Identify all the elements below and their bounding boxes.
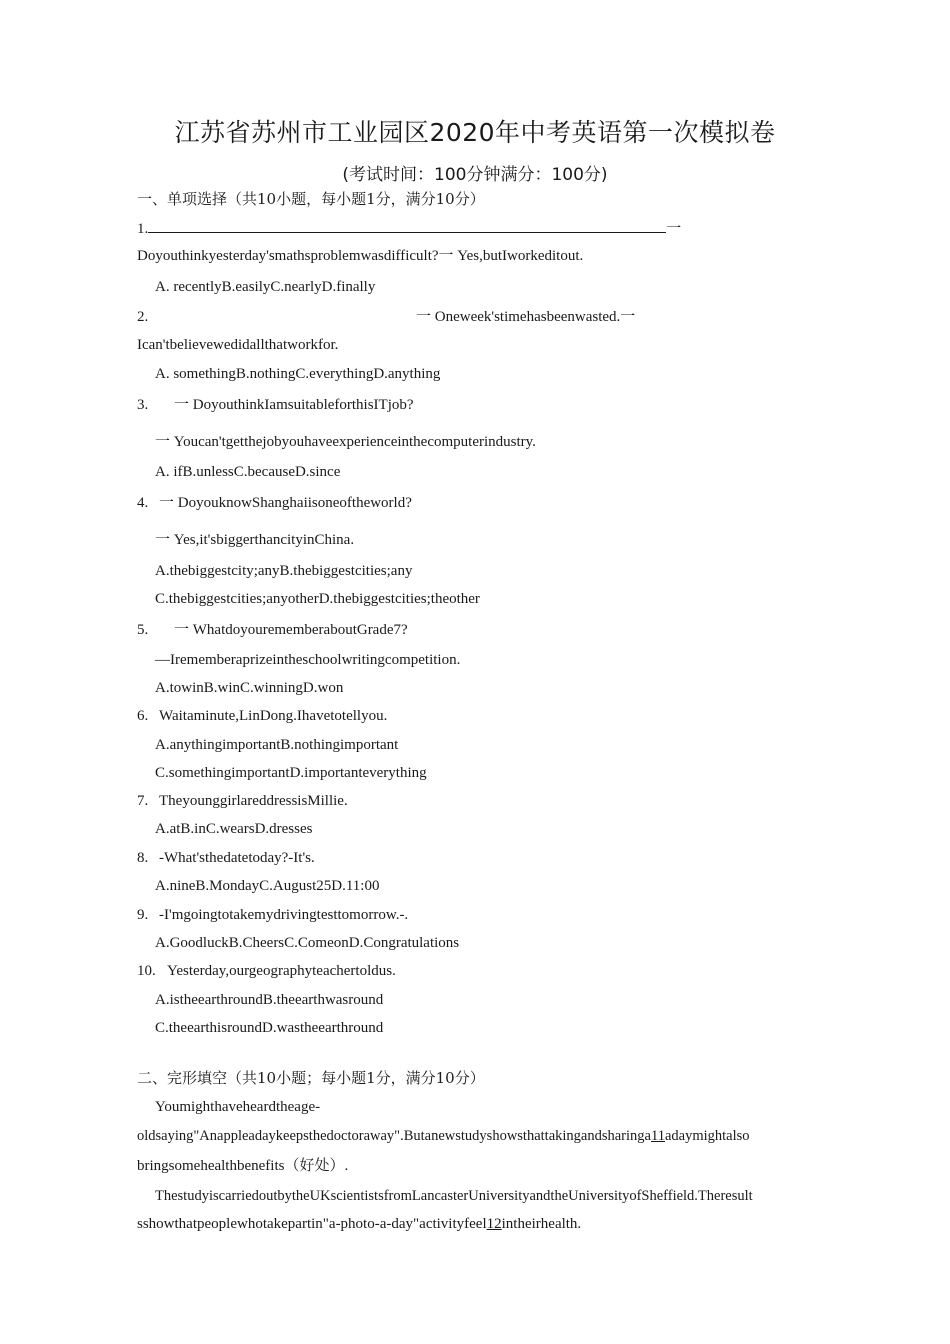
q2-dialogue-b: Ican'tbelievewedidallthatworkfor. [137, 337, 339, 353]
passage-p2-line1: ThestudyiscarriedoutbytheUKscientistsfromLancasterUniversityandtheUniversityofSheffield.Theresult [155, 1188, 753, 1204]
q6-options-a: A.anythingimportantB.nothingimportant [155, 737, 399, 753]
q7-number: 7. [137, 793, 149, 809]
q7-options: A.atB.inC.wearsD.dresses [155, 821, 313, 837]
section1-heading: 一、单项选择（共10小题，每小题1分，满分10分） [137, 190, 485, 208]
q6-number: 6. [137, 708, 149, 724]
q6-stem: Waitaminute,LinDong.Ihavetotellyou. [159, 708, 388, 724]
q2-number: 2. [137, 309, 149, 325]
doc-subtitle: (考试时间：100分钟满分：100分) [342, 165, 608, 185]
q1-line [137, 218, 681, 239]
q3-dialogue-b: 一 Youcan'tgetthejobyouhaveexperienceinthecomputerindustry. [155, 434, 536, 450]
q1-options: A. recentlyB.easilyC.nearlyD.finally [155, 279, 376, 295]
q1-number: 1. [137, 221, 149, 237]
passage-p1-line2-text: oldsaying"Anappleadaykeepsthedoctoraway".Butanewstudyshowsthattakingandsharinga [137, 1128, 651, 1144]
q9-number: 9. [137, 907, 149, 923]
q5-dialogue-a: 一 WhatdoyourememberaboutGrade7? [174, 622, 408, 638]
q8-stem: -What'sthedatetoday?-It's. [159, 850, 315, 866]
passage-p1-line1: Youmighthaveheardtheage- [155, 1099, 321, 1115]
q7-stem: TheyounggirlareddressisMillie. [159, 793, 348, 809]
q2-options: A. somethingB.nothingC.everythingD.anything [155, 366, 441, 382]
blank-11: 11 [650, 1128, 665, 1144]
blank-12: 12 [486, 1216, 502, 1232]
passage-p1-line2 [137, 1126, 750, 1146]
q2-dialogue-a: 一 Oneweek'stimehasbeenwasted.一 [416, 309, 636, 325]
q4-options-a: A.thebiggestcity;anyB.thebiggestcities;any [155, 563, 413, 579]
q1-dash: 一 [666, 221, 682, 237]
passage-p1-line3: bringsomehealthbenefits（好处）. [137, 1158, 349, 1174]
q6-options-b: C.somethingimportantD.importanteverything [155, 765, 427, 781]
passage-p1-line2-tail: adaymightalso [664, 1128, 750, 1144]
passage-p2-line2-text: sshowthatpeoplewhotakepartin"a-photo-a-day"activityfeel [137, 1216, 487, 1232]
q4-options-b: C.thebiggestcities;anyotherD.thebiggestcities;theother [155, 591, 480, 607]
q8-options: A.nineB.MondayC.August25D.11:00 [155, 878, 380, 894]
passage-p2-line2 [137, 1214, 581, 1234]
q10-stem: Yesterday,ourgeographyteachertoldus. [167, 963, 396, 979]
q4-dialogue-b: 一 Yes,it'sbiggerthancityinChina. [155, 532, 355, 548]
q1-dialogue: Doyouthinkyesterday'smathsproblemwasdifficult?一 Yes,butIworkeditout. [137, 248, 584, 264]
q10-options-a: A.istheearthroundB.theearthwasround [155, 992, 384, 1008]
q10-number: 10. [137, 963, 156, 979]
q4-number: 4. [137, 495, 149, 511]
q3-number: 3. [137, 397, 149, 413]
q5-options: A.towinB.winC.winningD.won [155, 680, 344, 696]
q4-dialogue-a: 一 DoyouknowShanghaiisoneoftheworld? [159, 495, 412, 511]
q5-dialogue-b: —Irememberaprizeintheschoolwritingcompetition. [155, 652, 461, 668]
q9-stem: -I'mgoingtotakemydrivingtesttomorrow.-. [159, 907, 409, 923]
q8-number: 8. [137, 850, 149, 866]
q10-options-b: C.theearthisroundD.wastheearthround [155, 1020, 384, 1036]
q9-options: A.GoodluckB.CheersC.ComeonD.Congratulations [155, 935, 460, 951]
passage-p2-line2-tail: intheirhealth. [501, 1216, 582, 1232]
section2-heading: 二、完形填空（共10小题；每小题1分，满分10分） [137, 1069, 485, 1087]
q1-blank [148, 218, 666, 233]
q3-options: A. ifB.unlessC.becauseD.since [155, 464, 341, 480]
doc-title: 江苏省苏州市工业园区2020年中考英语第一次模拟卷 [174, 118, 776, 147]
q3-dialogue-a: 一 DoyouthinkIamsuitableforthisITjob? [174, 397, 414, 413]
q5-number: 5. [137, 622, 149, 638]
